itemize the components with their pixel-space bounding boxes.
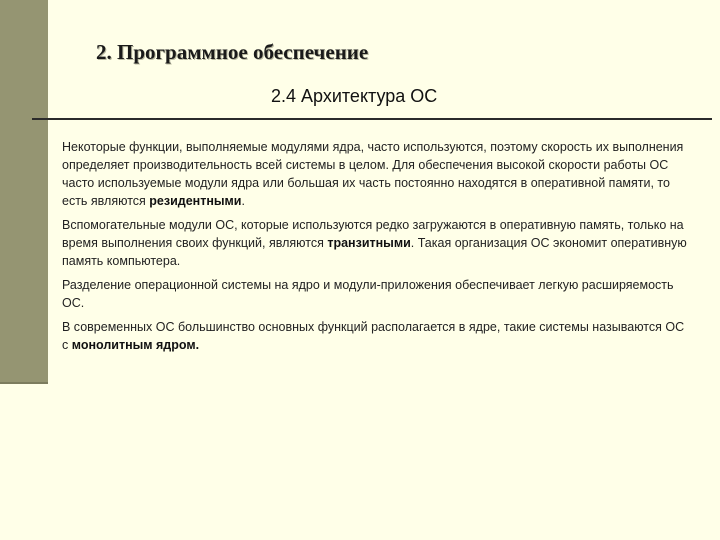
term-monolithic-kernel: монолитным ядром. bbox=[71, 338, 200, 352]
horizontal-rule bbox=[32, 118, 712, 120]
paragraph-text: . bbox=[241, 194, 245, 208]
paragraph-text: . Такая организация ОС экономит оперативную память компьютера. bbox=[62, 236, 687, 268]
left-accent-bar bbox=[0, 0, 48, 384]
slide-title: 2. Программное обеспечение bbox=[96, 40, 369, 64]
slide-subtitle: 2.4 Архитектура ОС bbox=[271, 86, 438, 106]
paragraph-resident bbox=[62, 138, 692, 210]
paragraph-transit bbox=[62, 216, 692, 270]
term-resident: резидентными bbox=[149, 194, 242, 208]
paragraph-text: Вспомогательные модули ОС, которые используются редко загружаются в оперативную память, только на время выполнения своих функций, являются bbox=[62, 218, 684, 250]
term-transit: транзитными bbox=[327, 236, 411, 250]
paragraph-extensibility bbox=[62, 276, 692, 312]
slide-body bbox=[62, 138, 692, 360]
paragraph-text: В современных ОС большинство основных функций располагается в ядре, такие системы называются ОС с bbox=[62, 320, 685, 352]
paragraph-monolithic bbox=[62, 318, 692, 354]
paragraph-text: Разделение операционной системы на ядро и модули-приложения обеспечивает легкую расширяемость ОС. bbox=[62, 278, 674, 310]
paragraph-text: Некоторые функции, выполняемые модулями ядра, часто используются, поэтому скорость их выполнения определяет производительность всей системы в целом. Для обеспечения высокой скорости работы ОС часто используемые модули ядра или большая их часть постоянно находятся в оперативной памяти, то есть являются bbox=[62, 140, 684, 208]
